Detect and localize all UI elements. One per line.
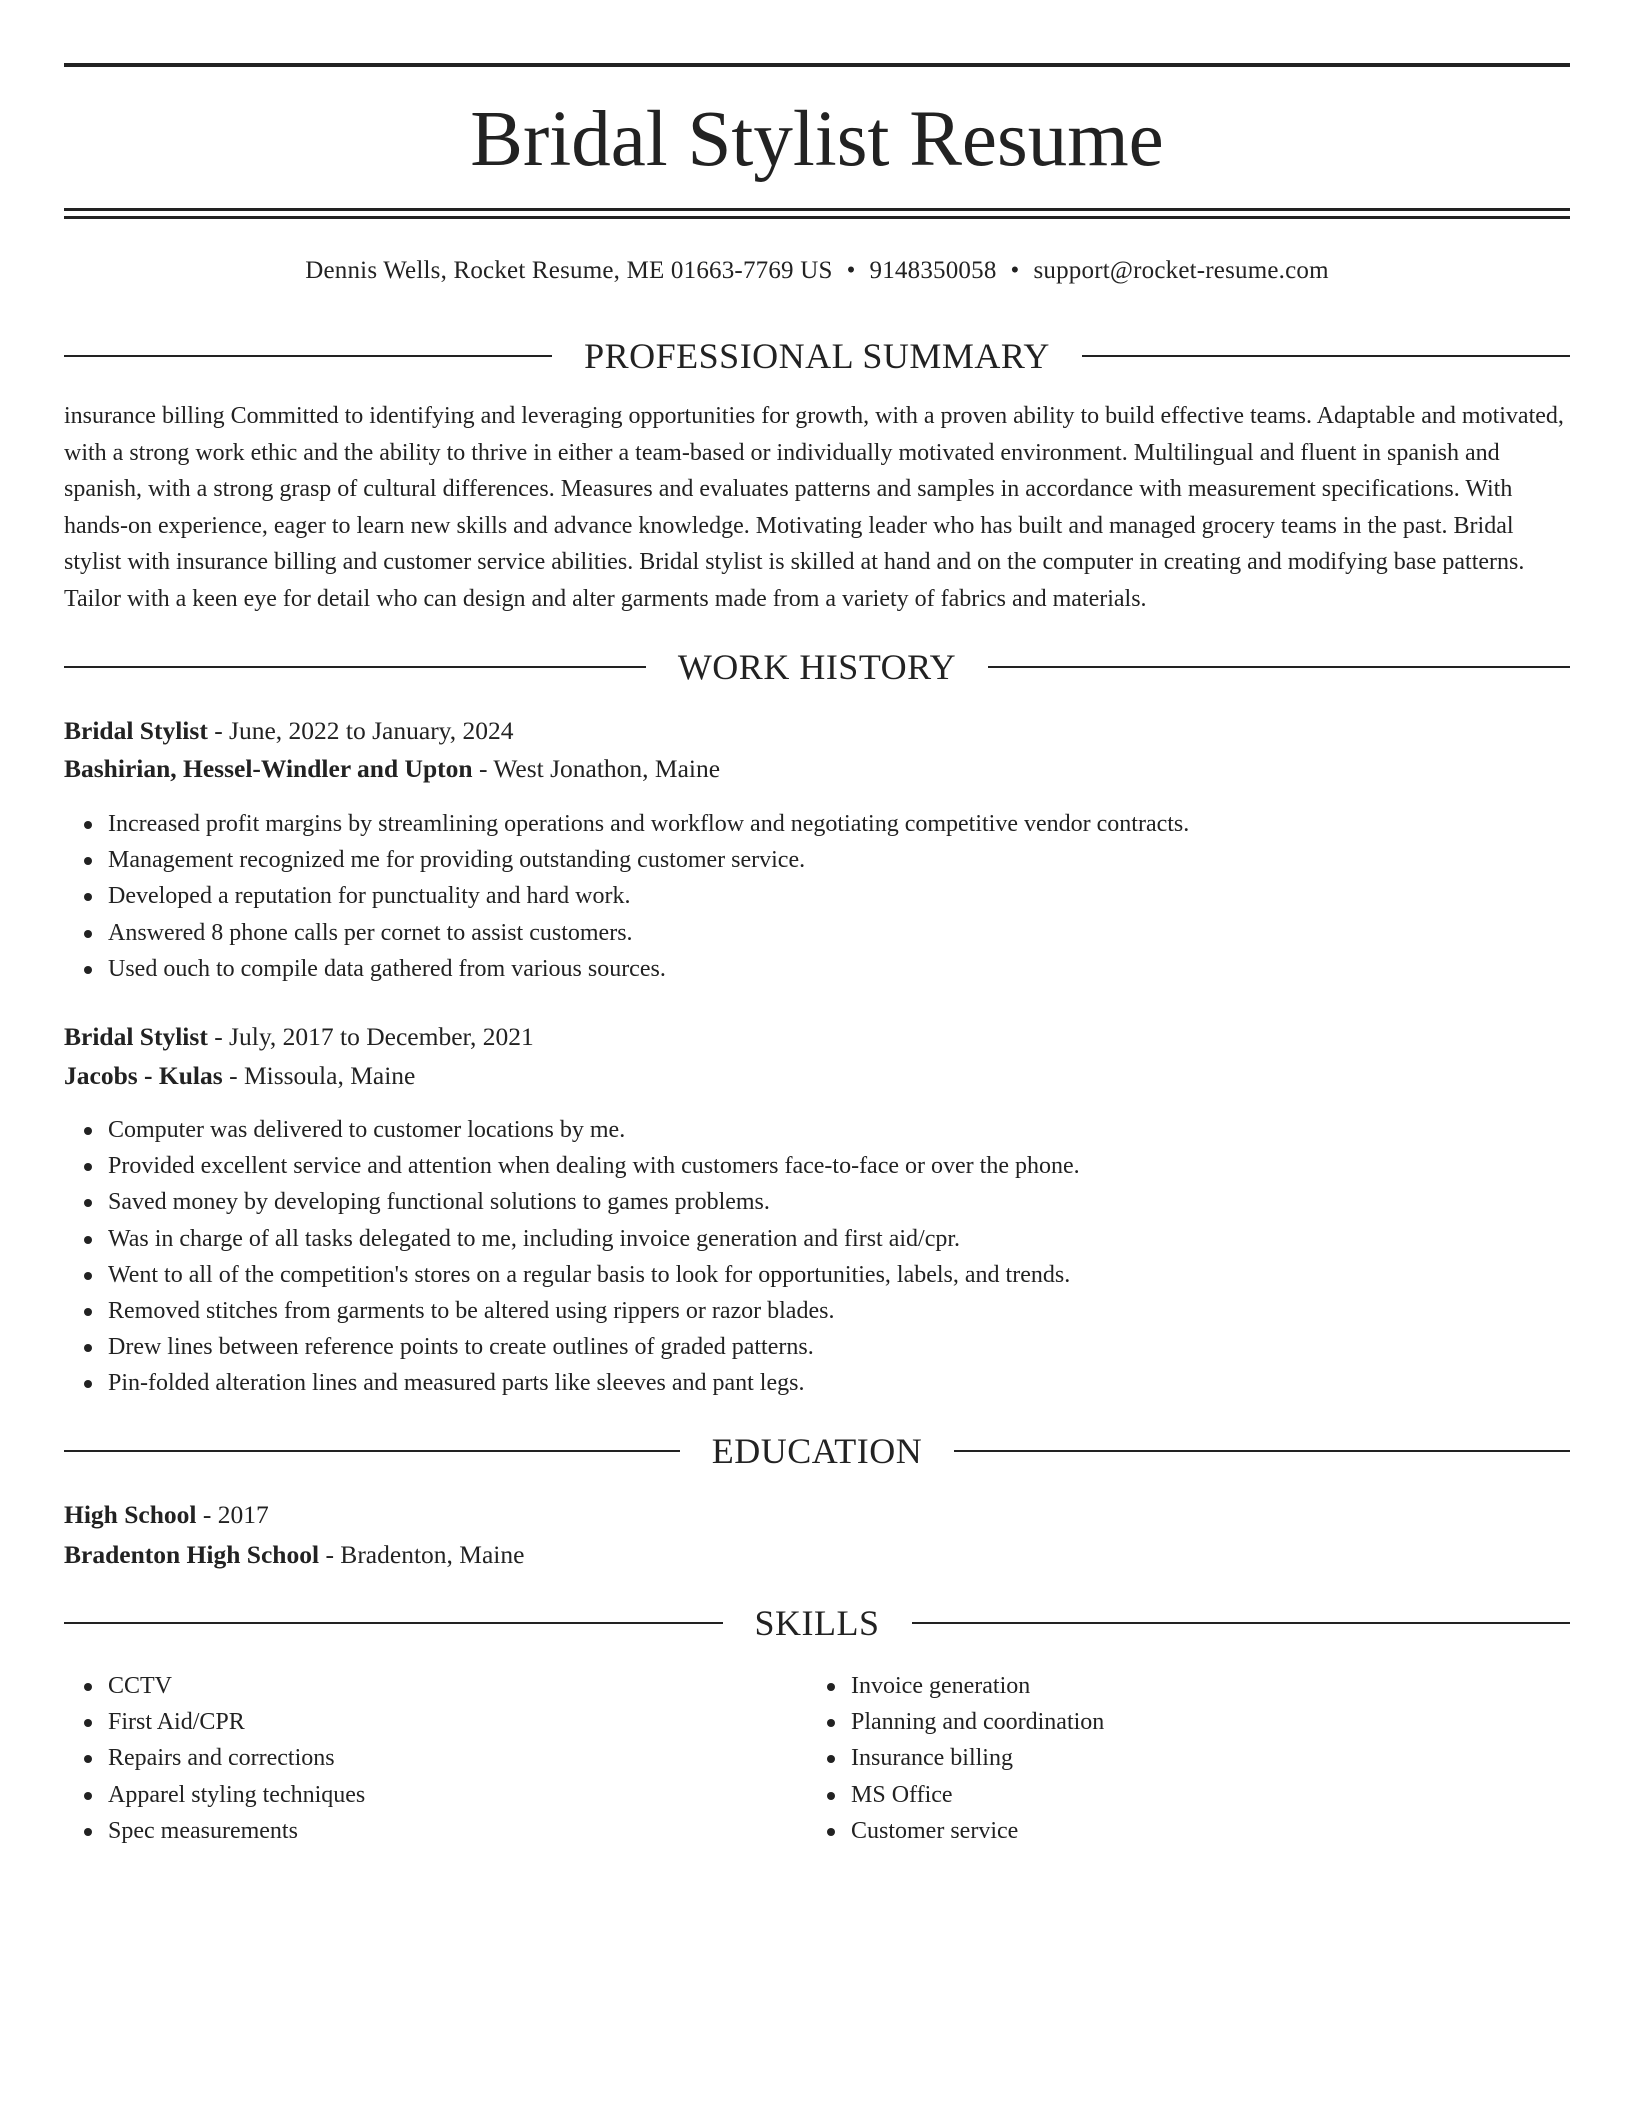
contact-phone: 9148350058 xyxy=(869,257,997,284)
list-item: Answered 8 phone calls per cornet to assist customers. xyxy=(108,915,1614,951)
education-school-line xyxy=(64,1538,1570,1572)
heading-rule-left xyxy=(64,1622,723,1624)
skill-item: Customer service xyxy=(851,1813,1632,1849)
list-item: Computer was delivered to customer locations by me. xyxy=(108,1112,1614,1148)
contact-email: support@rocket-resume.com xyxy=(1033,257,1329,284)
list-item: Pin-folded alteration lines and measured parts like sleeves and pant legs. xyxy=(108,1365,1614,1401)
section-heading-work xyxy=(64,645,1570,689)
heading-rule-left xyxy=(64,666,646,668)
header-top-rule xyxy=(64,63,1570,67)
job-bullets xyxy=(64,806,1614,987)
list-item: Was in charge of all tasks delegated to me, including invoice generation and first aid/cpr. xyxy=(108,1221,1614,1257)
list-item: Went to all of the competition's stores on a regular basis to look for opportunities, labels, and trends. xyxy=(108,1257,1614,1293)
heading-rule-right xyxy=(988,666,1570,668)
education-degree: High School xyxy=(64,1500,197,1529)
job-bullets xyxy=(64,1112,1614,1402)
list-item: Removed stitches from garments to be altered using rippers or razor blades. xyxy=(108,1293,1614,1329)
job-title: Bridal Stylist xyxy=(64,1022,208,1051)
section-title: SKILLS xyxy=(754,1603,880,1643)
heading-rule-right xyxy=(912,1622,1571,1624)
section-heading-education xyxy=(64,1429,1570,1473)
job-title: Bridal Stylist xyxy=(64,716,208,745)
list-item: Provided excellent service and attention when dealing with customers face-to-face or over the phone. xyxy=(108,1148,1614,1184)
list-item: Drew lines between reference points to create outlines of graded patterns. xyxy=(108,1329,1614,1365)
job-company-line xyxy=(64,752,1570,786)
skill-item: Spec measurements xyxy=(108,1813,1614,1849)
education-degree-line xyxy=(64,1498,1570,1532)
list-item: Management recognized me for providing outstanding customer service. xyxy=(108,842,1614,878)
list-item: Increased profit margins by streamlining operations and workflow and negotiating competitive vendor contracts. xyxy=(108,806,1614,842)
job-company: Bashirian, Hessel-Windler and Upton xyxy=(64,754,473,783)
job-dates: - June, 2022 to January, 2024 xyxy=(207,716,514,745)
education-year: - 2017 xyxy=(196,1500,269,1529)
skill-item: CCTV xyxy=(108,1668,1614,1704)
skill-item: Apparel styling techniques xyxy=(108,1777,1614,1813)
contact-address: Dennis Wells, Rocket Resume, ME 01663-7769 US xyxy=(305,257,833,284)
heading-rule-left xyxy=(64,1450,680,1452)
heading-rule-left xyxy=(64,355,552,357)
job-title-line xyxy=(64,1020,1570,1054)
section-title: WORK HISTORY xyxy=(677,647,957,687)
list-item: Used ouch to compile data gathered from various sources. xyxy=(108,951,1614,987)
skill-item: First Aid/CPR xyxy=(108,1704,1614,1740)
list-item: Developed a reputation for punctuality and hard work. xyxy=(108,878,1614,914)
header-double-rule xyxy=(64,208,1570,219)
skill-item: Planning and coordination xyxy=(851,1704,1632,1740)
skill-item: Insurance billing xyxy=(851,1740,1632,1776)
job-company-line xyxy=(64,1059,1570,1093)
contact-separator: • xyxy=(1010,257,1020,284)
summary-text: insurance billing Committed to identifying and leveraging opportunities for growth, with a proven ability to build effective teams. Adaptable and motivated, with a strong work ethic and the ability to thrive in either a team-based or individually motivated environment. Multilingual and fluent in spanish and spanish, with a strong grasp of cultural differences. Measures and evaluates patterns and samples in accordance with measurement specifications. With hands-on experience, eager to learn new skills and advance knowledge. Motivating leader who has built and managed grocery teams in the past. Bridal stylist with insurance billing and customer service abilities. Bridal stylist is skilled at hand and on the computer in creating and modifying base patterns. Tailor with a keen eye for detail who can design and alter garments made from a variety of fabrics and materials. xyxy=(64,403,1564,612)
section-title: PROFESSIONAL SUMMARY xyxy=(584,336,1050,376)
skills-list xyxy=(807,1668,1632,1849)
heading-rule-right xyxy=(1082,355,1570,357)
job-company: Jacobs - Kulas xyxy=(64,1061,223,1090)
job-location: - West Jonathon, Maine xyxy=(472,754,721,783)
section-title: EDUCATION xyxy=(711,1431,923,1471)
contact-separator: • xyxy=(846,257,856,284)
job-dates: - July, 2017 to December, 2021 xyxy=(207,1022,534,1051)
skill-item: Repairs and corrections xyxy=(108,1740,1614,1776)
skill-item: Invoice generation xyxy=(851,1668,1632,1704)
job-title-line xyxy=(64,714,1570,748)
job-location: - Missoula, Maine xyxy=(222,1061,416,1090)
education-location: - Bradenton, Maine xyxy=(319,1540,525,1569)
resume-title: Bridal Stylist Resume xyxy=(470,96,1164,183)
education-school: Bradenton High School xyxy=(64,1540,320,1569)
section-heading-summary xyxy=(64,334,1570,378)
skill-item: MS Office xyxy=(851,1777,1632,1813)
section-heading-skills xyxy=(64,1601,1570,1645)
heading-rule-right xyxy=(954,1450,1570,1452)
list-item: Saved money by developing functional solutions to games problems. xyxy=(108,1184,1614,1220)
contact-line xyxy=(64,255,1570,287)
